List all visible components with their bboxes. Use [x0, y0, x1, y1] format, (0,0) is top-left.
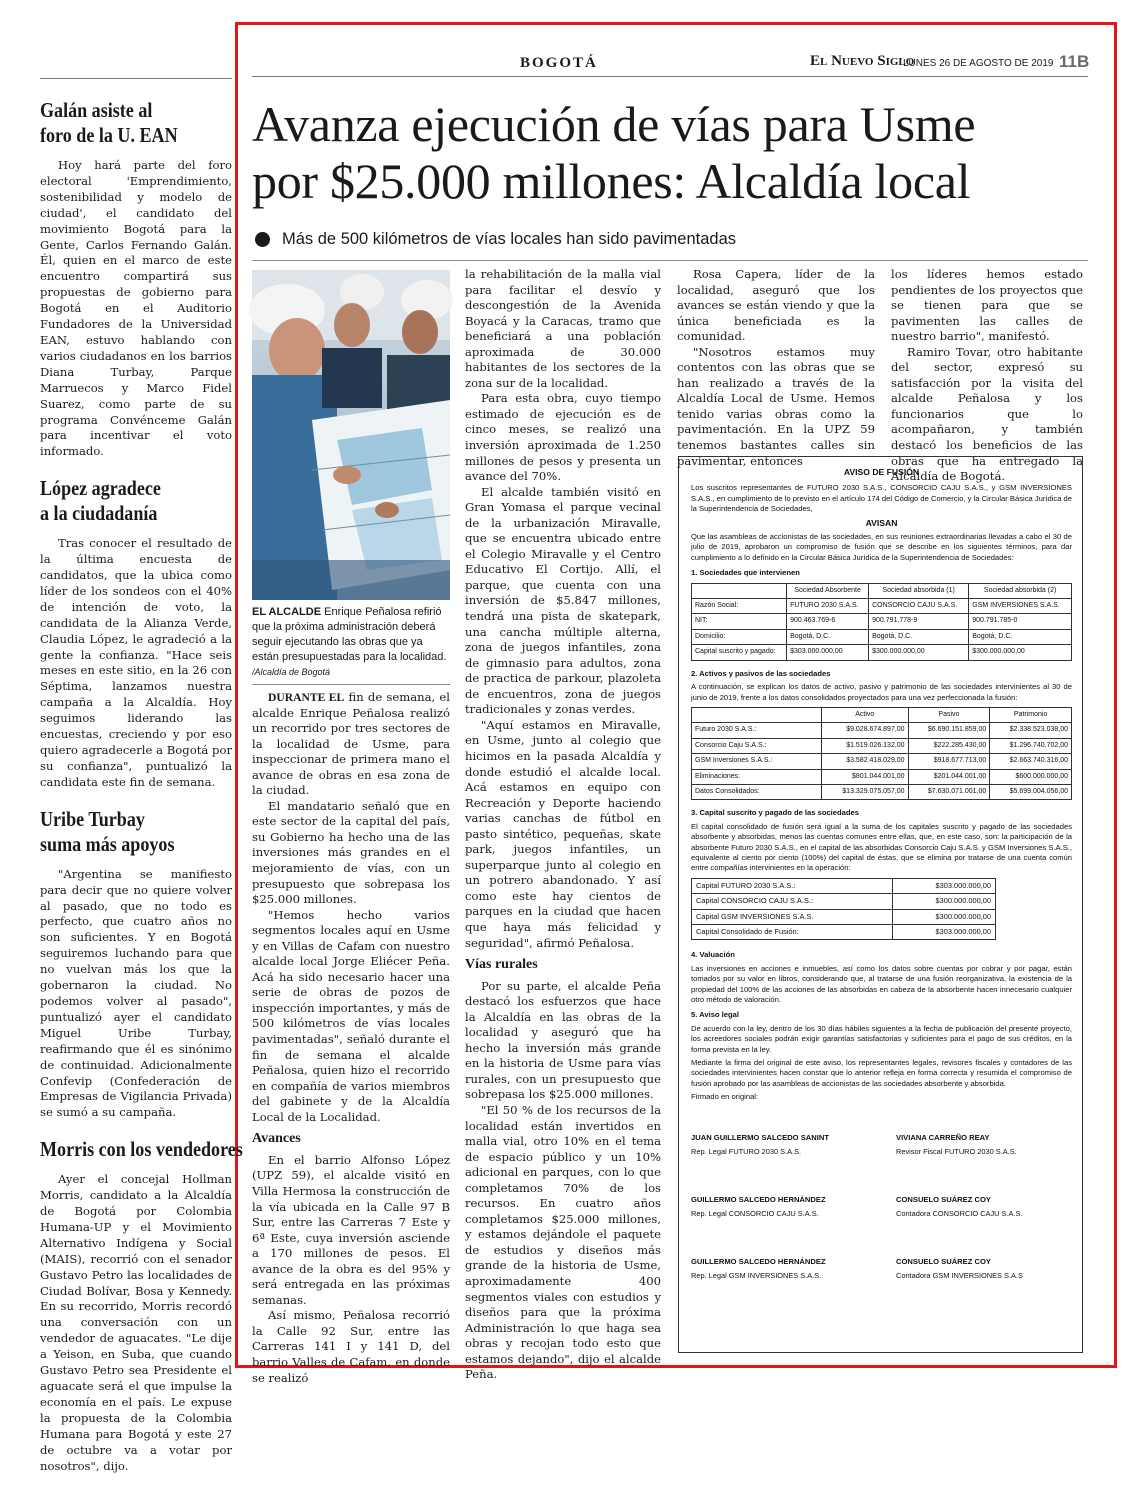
table-cell: GSM INVERSIONES S.A.S.	[969, 599, 1072, 614]
table-header-cell: Activo	[822, 707, 909, 722]
table-cell: Bogotá, D.C.	[787, 629, 869, 644]
table-cell: $2.663.740.316,00	[990, 754, 1072, 769]
sidebar-top-rule	[40, 78, 232, 79]
table-row	[692, 784, 1072, 799]
page-number: 11B	[1059, 52, 1090, 71]
table-row	[692, 754, 1072, 769]
signer-name: VIVIANA CARREÑO REAY	[896, 1132, 990, 1142]
table-row	[692, 629, 1072, 644]
signature-block	[691, 1257, 896, 1319]
table-cell: $13.329.075.057,00	[822, 784, 909, 799]
table-header-cell: Sociedad absorbida (1)	[869, 583, 969, 598]
notice-section-title: 4. Valuación	[691, 950, 735, 960]
table-cell: $9.028.674.897,00	[822, 723, 909, 738]
signer-role: Contadora CONSORCIO CAJU S.A.S.	[896, 1209, 1023, 1219]
table-cell: Capital suscrito y pagado:	[692, 645, 787, 660]
table-cell: $303.000.000,00	[893, 925, 996, 940]
notice-title: AVISO DE FUSIÓN	[843, 467, 920, 477]
article-headline	[252, 96, 1092, 210]
table-cell: NIT:	[692, 614, 787, 629]
notice-section-title: 1. Sociedades que intervienen	[691, 568, 800, 578]
signer-role: Contadora GSM INVERSIONES S.A.S	[896, 1271, 1023, 1281]
article-paragraph: "Nosotros estamos muy contentos con las obras que se han realizado a través de la Alcaldía Local de Usme. Hemos tenido varias obras como la pavimentación. En la UPZ 59 tenemos bastantes calles sin pavimentar, entonces	[677, 344, 875, 468]
balances-table	[691, 707, 1072, 800]
brief-morris	[40, 1137, 243, 1474]
article-column-2	[465, 267, 661, 1383]
subheading-avances: Avances	[252, 1131, 301, 1147]
table-cell: FUTURO 2030 S.A.S.	[787, 599, 869, 614]
table-row	[692, 925, 996, 940]
table-cell: $201.044.001,00	[908, 769, 990, 784]
notice-text: A continuación, se explican los datos de activo, pasivo y patrimonio de las sociedades intervinientes al 30 de junio de 2019, frente a los datos consolidados proyectados para una vez perfeccionada la fusión:	[691, 682, 1072, 702]
sidebar-briefs	[40, 98, 243, 1490]
table-cell: $3.582.418.029,00	[822, 754, 909, 769]
lead-in: DURANTE EL	[268, 691, 345, 704]
photo-caption	[252, 605, 450, 680]
notice-text: El capital consolidado de fusión será igual a la suma de los capitales suscrito y pagado de las sociedades absorbente y absorbidas, menos las cuentas comunes entre ellas, que, en este caso, son: la participación de la absorbente Futuro 2030 S.A.S., en el capital de las absorbidas Consorcio Caju S.A.S. y GSM Inversiones S.A.S., equivalente al ciento por ciento (100%) del capital de éstas, que se elimina por tratarse de una cuenta común entre compañías intervinientes en la operación:	[691, 821, 1072, 873]
table-cell: $222.285.430,00	[908, 738, 990, 753]
signer-name: JUAN GUILLERMO SALCEDO SANINT	[691, 1132, 829, 1142]
table-header-row	[692, 707, 1072, 722]
signatures	[691, 1133, 1072, 1319]
table-cell: Datos Consolidados:	[692, 784, 822, 799]
subhead-rule	[252, 260, 1088, 261]
notice-intro-2: Que las asambleas de accionistas de las sociedades, en sus reuniones extraordinarias llevadas a cabo el 30 de julio de 2019, aprobaron un compromiso de fusión que se describe en los siguientes términos, para dar cumplimiento a lo definido en la Circular Básica Jurídica de la Superintendencia de Sociedades:	[691, 532, 1072, 562]
article-paragraph: Rosa Capera, líder de la localidad, aseguró que los avances se están viendo y que la única beneficiada es la comunidad.	[677, 267, 875, 344]
table-cell: $5.699.004.056,00	[990, 784, 1072, 799]
photo-credit: /Alcaldía de Bogotá	[252, 667, 331, 677]
notice-signed: Firmado en original:	[691, 1092, 759, 1102]
table-cell: 900.463.769-6	[787, 614, 869, 629]
notice-intro: Los suscritos representantes de FUTURO 2030 S.A.S., CONSORCIO CAJU S.A.S., y GSM INVERSIONES S.A.S., en cumplimiento de lo previsto en el artículo 174 del Código de Comercio, y la Circular Básica Jurídica de la Superintendencia de Sociedades,	[691, 483, 1072, 514]
notice-section-title: 3. Capital suscrito y pagado de las sociedades	[691, 808, 859, 818]
signer-role: Rep. Legal FUTURO 2030 S.A.S.	[691, 1147, 802, 1157]
article-paragraph: Ramiro Tovar, otro habitante del sector, expresó su satisfacción por la visita del alcalde Peñalosa y los funcionarios que lo acompañaron, y también destacó los beneficios de las obras que ha entregado la Alcaldía de Bogotá.	[891, 344, 1083, 484]
brief-text: Hoy hará parte del foro electoral 'Emprendimiento, sostenibilidad y modelo de ciudad', el candidato del movimiento Bogotá para la Gente, Carlos Fernando Galán. Él, quien en el marco de este encuentro compartirá sus propuestas de gobierno para Bogotá en el Auditorio Fundadores de la Universidad EAN, estuvo hablando con varios ciudadanos en los barrios Diana Turbay, Parque Marruecos y Marco Fidel Suarez, como parte de su programa Convénceme Galán para incentivar el voto informado.	[40, 158, 232, 459]
brief-lopez	[40, 476, 232, 791]
brief-title: Morris con los vendedores	[40, 1137, 243, 1162]
signer-role: Revisor Fiscal FUTURO 2030 S.A.S.	[896, 1147, 1017, 1157]
signer-name: CONSUELO SUÁREZ COY	[896, 1194, 991, 1204]
article-paragraph: El mandatario señaló que en este sector de la capital del país, su Gobierno ha hecho una de las inversiones más grandes en el mejoramiento de vías, con un presupuesto que sobrepasa los $25.000 millones.	[252, 798, 450, 907]
brief-title: Galán asiste al	[40, 98, 153, 122]
article-paragraph: los líderes hemos estado pendientes de los proyectos que se tienen para que se pavimenten las calles de nuestro barrio", manifestó.	[891, 267, 1083, 344]
article-paragraph: Por su parte, el alcalde Peña destacó los esfuerzos que hace la Alcaldía en las obras de la localidad y aseguró que ha hecho la inversión más grande en la historia de Usme para vías rurales, con un presupuesto que sobrepasa los $25.000 millones.	[465, 978, 661, 1102]
notice-text: Mediante la firma del original de este aviso, los representantes legales, revisores fiscales y contadores de las sociedades intervinientes hacen constar que lo anterior refleja en forma correcta y resumida el compromiso de fusión aprobado por las asambleas de accionistas de las sociedades absorbente y absorbida.	[691, 1058, 1072, 1088]
signer-role: Rep. Legal CONSORCIO CAJU S.A.S.	[691, 1209, 819, 1219]
signature-block	[896, 1133, 1081, 1195]
table-header-cell	[692, 583, 787, 598]
table-row	[692, 909, 996, 924]
table-cell: Consorcio Caju S.A.S.:	[692, 738, 822, 753]
table-cell: 900.791.785-0	[969, 614, 1072, 629]
table-cell: $801.044.001,00	[822, 769, 909, 784]
notice-section-title: 2. Activos y pasivos de las sociedades	[691, 668, 831, 678]
subhead-text: Más de 500 kilómetros de vías locales han sido pavimentadas	[282, 230, 736, 248]
article-column-1	[252, 690, 450, 1386]
brief-title: a la ciudadanía	[40, 501, 158, 526]
masthead-logo: El Nuevo Siglo	[810, 53, 915, 69]
table-cell: $1.296.740.702,00	[990, 738, 1072, 753]
companies-table	[691, 583, 1072, 661]
brief-title: suma más apoyos	[40, 831, 175, 856]
table-cell: Razón Social:	[692, 599, 787, 614]
brief-title: foro de la U. EAN	[40, 123, 178, 147]
table-row	[692, 738, 1072, 753]
signer-role: Rep. Legal GSM INVERSIONES S.A.S.	[691, 1271, 822, 1281]
notice-avisan: AVISAN	[865, 517, 898, 528]
table-cell: Bogotá, D.C.	[969, 629, 1072, 644]
article-paragraph: "Aquí estamos en Miravalle, en Usme, junto al colegio que hicimos en la pasada Alcaldía y donde estudió el alcalde local. Acá estamos en equipo con Recreación y Deporte haciendo varias canchas de fútbol en pasto sintético, pequeñas, skate park, juegos infantiles, un superparque junto al colegio en un potrero abandonado. Y así como este hay cientos de parques en la ciudad que hacen que haya más felicidad y seguridad", afirmó Peñalosa.	[465, 717, 661, 950]
brief-uribe	[40, 807, 232, 1122]
article-column-4	[891, 267, 1083, 485]
table-row	[692, 769, 1072, 784]
table-cell: Capital GSM INVERSIONES S.A.S.	[692, 909, 893, 924]
table-header-cell: Pasivo	[908, 707, 990, 722]
table-row	[692, 894, 996, 909]
bullet-icon	[255, 232, 270, 247]
article-paragraph: la rehabilitación de la malla vial para facilitar el desvío y descongestión de la Avenida Boyacá y la Caracas, tramo que beneficiará a una población aproximada de 30.000 habitantes de los sectores de la zona sur de la localidad.	[465, 267, 661, 390]
article-paragraph: "El 50 % de los recursos de la localidad están invertidos en malla vial, otro 10% en el tema de espacio público y un 10% adicional en parques, con lo que completamos 70% de los recursos. En cuatro años completamos $25.000 millones, y estamos dejándole el paquete de estudios y diseños más grande de la historia de Usme, aproximadamente 400 segmentos viales con estudios y diseños para que la próxima Administración lo que haga sea obras y recojan todo esto que estamos dejando", dijo el alcalde Peña.	[465, 1102, 661, 1382]
headline-line: Avanza ejecución de vías para Usme	[252, 96, 976, 152]
table-cell: $918.677.713,00	[908, 754, 990, 769]
table-cell: $2.338.523.038,00	[990, 723, 1072, 738]
signer-name: GUILLERMO SALCEDO HERNÁNDEZ	[691, 1194, 826, 1204]
table-cell: Futuro 2030 S.A.S.:	[692, 723, 822, 738]
table-cell: $300.000.000,00	[969, 645, 1072, 660]
article-subhead	[255, 230, 736, 249]
table-cell: $303.000.000,00	[893, 878, 996, 893]
photo-illustration	[252, 270, 450, 600]
table-cell: Capital Consolidado de Fusión:	[692, 925, 893, 940]
caption-rule	[252, 684, 450, 685]
brief-text: Tras conocer el resultado de la última encuesta de candidatos, que la ubica como líder de los sondeos con el 40% de intención de voto, la candidata de la Alianza Verde, Claudia López, le agradeció a la gente la confianza. "Hace seis meses en este sitio, en la 26 con Séptima, lanzamos nuestra campaña a la Alcaldía. Hoy seguimos liderando las encuestas, creciendo y por eso quiero agradecerle a Bogotá por su confianza", puntualizó la candidata este fin de semana.	[40, 536, 232, 789]
caption-text: Enrique Peñalosa refirió que la próxima administración deberá seguir ejecutando las obras que ya están presupuestadas para la localidad.	[252, 606, 447, 663]
header-rule	[252, 76, 1088, 77]
table-cell: $300.000.000,00	[893, 894, 996, 909]
notice-text: De acuerdo con la ley, dentro de los 30 días hábiles siguientes a la fecha de publicación del presente proyecto, los acreedores sociales podrán exigir garantías satisfactorias y suficientes para el pago de sus créditos, en la forma prevista en la ley.	[691, 1023, 1072, 1054]
table-cell: Eliminaciones:	[692, 769, 822, 784]
brief-text: Ayer el concejal Hollman Morris, candidato a la Alcaldía de Bogotá por Colombia Humana-UP y el Movimiento Alternativo Indígena y Social (MAIS), recorrió con el senador Gustavo Petro las localidades de Ciudad Bolívar, Bosa y Kennedy. En su recorrido, Morris recordó una conversación con un vendedor de aguacates. "Le dije a Yeison, en Suba, que cuando Gustavo Petro sea Presidente el aguacate será el que impulse la economía en el país. Le expuse la propuesta de la Colombia Humana para Bogotá y este 27 de octubre va a votar por nosotros", dijo.	[40, 1172, 232, 1473]
signature-block	[691, 1133, 896, 1195]
table-cell: Bogotá, D.C.	[869, 629, 969, 644]
table-header-cell: Sociedad Absorbente	[787, 583, 869, 598]
table-cell: CONSORCIO CAJU S.A.S.	[869, 599, 969, 614]
notice-section-title: 5. Aviso legal	[691, 1010, 739, 1020]
table-cell: $300.000.000,00	[893, 909, 996, 924]
table-cell: $300.000.000,00	[869, 645, 969, 660]
paragraph-text: fin de semana, el alcalde Enrique Peñalosa realizó un recorrido por tres sectores de la localidad de Usme, para inspeccionar de primera mano el avance de obras en esa zona de la ciudad.	[252, 690, 451, 798]
brief-text: "Argentina se manifiesto para decir que no quiere volver al pasado, que no todo es perfecto, que cuatro años no son suficientes. Y en Bogotá seguiremos luchando para que no vuelvan más los que la gobernaron la ciudad. No podemos volver al pasado", puntualizó ayer el candidato Miguel Uribe Turbay, reafirmando que él es sinónimo de continuidad. Adicionalmente Confevip (Confederación de Empresas de Vigilancia Privada) se sumó a su campaña.	[40, 866, 232, 1120]
table-cell: Capital CONSORCIO CAJU S.A.S.:	[692, 894, 893, 909]
table-row	[692, 614, 1072, 629]
brief-title: Uribe Turbay	[40, 806, 145, 831]
signature-block	[896, 1195, 1081, 1257]
article-paragraph: "Hemos hecho varios segmentos locales aquí en Usme y en Villas de Cafam con nuestro alcalde local Jorge Eliécer Peña. Acá ha sido necesario hacer una serie de obras de pozos de inspección importantes, y más de 500 kilómetros de vías locales pavimentadas", señaló durante el fin de semana el alcalde Peñalosa, quien hizo el recorrido en compañía de varios miembros del gabinete y de la Alcaldía Local de la Localidad.	[252, 907, 450, 1124]
merger-notice	[678, 456, 1083, 1353]
caption-lead: EL ALCALDE	[252, 606, 322, 618]
signature-block	[691, 1195, 896, 1257]
article-paragraph: Para esta obra, cuyo tiempo estimado de ejecución es de cinco meses, se realizó una inversión aproximada de 1.250 millones de pesos y presenta un avance del 70%.	[465, 391, 661, 484]
table-header-cell: Patrimonio	[990, 707, 1072, 722]
table-cell: $600.000.000,00	[990, 769, 1072, 784]
article-column-3	[677, 267, 875, 469]
table-cell: $6.690.151.859,00	[908, 723, 990, 738]
table-cell: Domicilio:	[692, 629, 787, 644]
table-header-cell: Sociedad absorbida (2)	[969, 583, 1072, 598]
notice-text: Las inversiones en acciones e inmuebles, así como los datos sobre cuentas por cobrar y por pagar, están tomados por su valor en libros, considerando que, al tratarse de una fusión reorganizativa, la existencia de la propiedad del 100% de las acciones de las absorbidas en cabeza de la absorbente hacen innecesario cualquier otro método de valoración.	[691, 963, 1072, 1005]
brief-title: López agradece	[40, 476, 161, 501]
signer-name: GUILLERMO SALCEDO HERNÁNDEZ	[691, 1256, 826, 1266]
table-row	[692, 878, 996, 893]
table-row	[692, 723, 1072, 738]
subheading-vias-rurales: Vías rurales	[465, 957, 538, 973]
signature-block	[896, 1257, 1081, 1319]
table-cell: 900.791.778-9	[869, 614, 969, 629]
table-cell: Capital FUTURO 2030 S.A.S.:	[692, 878, 893, 893]
table-header-cell	[692, 707, 822, 722]
article-paragraph: Así mismo, Peñalosa recorrió la Calle 92 Sur, entre las Carreras 141 I y 141 D, del barrio Valles de Cafam, en donde se realizó	[252, 1308, 450, 1385]
table-cell: GSM Inversiones S.A.S.:	[692, 754, 822, 769]
table-cell: $1.519.026.132,00	[822, 738, 909, 753]
signer-name: CONSUELO SUÁREZ COY	[896, 1256, 991, 1266]
table-row	[692, 599, 1072, 614]
article-paragraph: El alcalde también visitó en Gran Yomasa el parque vecinal de la urbanización Miravalle, que se encuentra ubicado entre el Colegio Miravalle y el Centro Educativo El Cortijo. Allí, el parque, que cuenta con una inversión de $5.847 millones, tendrá una pista de skatepark, una cancha múltiple alterna, zona de juegos infantiles, zona de gimnasio para adultos, zona de practica de parkour, plazoleta de encuentros, zona de juegos tradicionales y zonas verdes.	[465, 484, 661, 717]
section-name: BOGOTÁ	[520, 55, 598, 71]
table-cell: $7.630.071.001,00	[908, 784, 990, 799]
headline-line: por $25.000 millones: Alcaldía local	[252, 153, 971, 209]
table-header-row	[692, 583, 1072, 598]
table-row	[692, 645, 1072, 660]
article-photo	[252, 270, 450, 600]
article-paragraph	[252, 690, 450, 799]
article-paragraph: En el barrio Alfonso López (UPZ 59), el alcalde visitó en Villa Hermosa la construcción de la vía ubicada en la Calle 97 B Sur, entre las Carreras 7 Este y 6ª Este, cuya inversión asciende a 170 millones de pesos. El avance de la obra es del 95% y será entregada en las próximas semanas.	[252, 1152, 450, 1307]
issue-date: LUNES 26 DE AGOSTO DE 2019	[903, 58, 1054, 69]
capital-table	[691, 878, 996, 941]
brief-galan	[40, 98, 232, 460]
table-cell: $303.000.000,00	[787, 645, 869, 660]
